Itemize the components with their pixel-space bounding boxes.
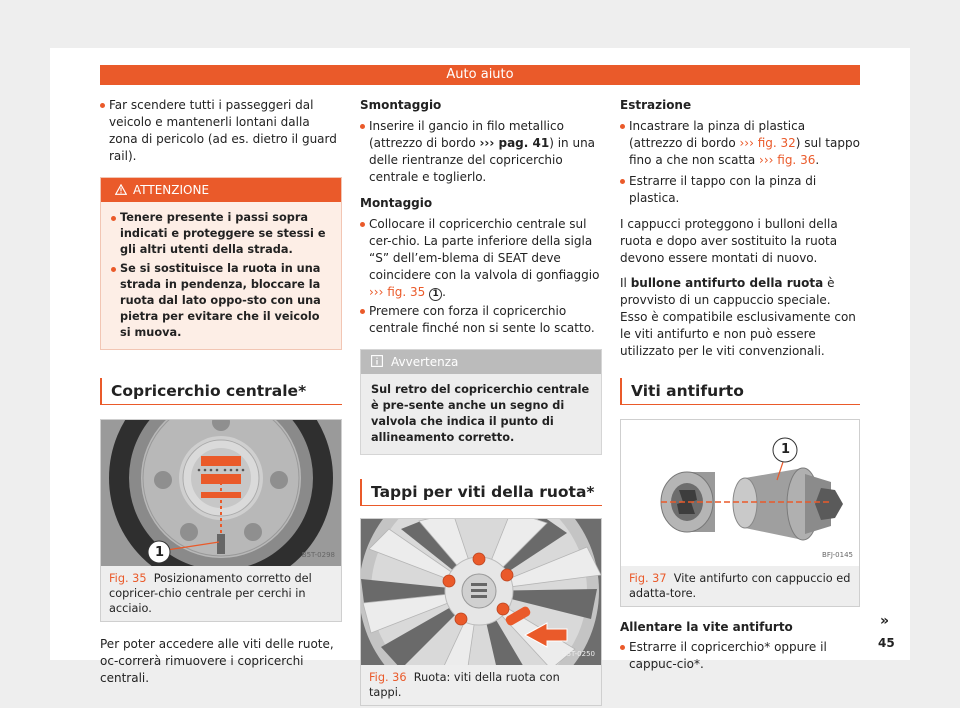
- estrazione-bullet-1: Incastrare la pinza di plastica (attrezzo di bordo ››› fig. 32) sul tappo fino a che non scatta ››› fig. 36.: [620, 118, 860, 169]
- figure-36-image: [361, 519, 601, 665]
- subheading-estrazione: Estrazione: [620, 98, 692, 112]
- smontaggio-bullet: [360, 118, 602, 186]
- estrazione-bullet-2: Estrarre il tappo con la pinza di plastica.: [620, 173, 860, 207]
- paragraph-bullone: [620, 275, 860, 360]
- figure-35-callout: 1: [155, 545, 165, 560]
- figure-37-caption: [621, 566, 859, 606]
- note-body: Sul retro del copricerchio centrale è pre-sente anche un segno di valvola che indica il punto di allineamento corretto.: [371, 383, 590, 444]
- montaggio-text: Collocare il copricerchio centrale sul cer-chio. La parte inferiore della sigla “S” dell’em-blema di SEAT deve coincidere con la valvola di gonfiaggio: [369, 217, 600, 282]
- fig-32-link[interactable]: ››› fig. 32: [739, 136, 796, 150]
- figure-35-image: [101, 420, 341, 566]
- subheading-smontaggio: Smontaggio: [360, 98, 442, 112]
- steel-wheel-illustration: [101, 420, 341, 566]
- chapter-header: [100, 65, 860, 85]
- warning-item: Tenere presente i passi sopra indicati e proteggere se stessi e gli altri utenti della strada.: [111, 210, 331, 258]
- fig-36-link[interactable]: ››› fig. 36: [759, 153, 816, 167]
- section-title-tappi: Tappi per viti della ruota*: [360, 479, 602, 506]
- section-title-copricerchio: Copricerchio centrale*: [100, 378, 342, 405]
- info-icon: [371, 355, 383, 367]
- warning-header: [101, 178, 341, 202]
- figure-36-caption: [361, 665, 601, 705]
- note-header: [361, 350, 601, 374]
- warning-box: [100, 177, 342, 350]
- bullone-text-pre: Il: [620, 276, 631, 290]
- column-1: [100, 97, 342, 687]
- chapter-title: Auto aiuto: [446, 67, 514, 82]
- figure-36-code: B5T-0250: [561, 650, 595, 658]
- page-number: 45: [878, 636, 895, 650]
- warning-item: Se si sostituisce la ruota in una strada in pendenza, bloccare la ruota dal lato oppo-sto con una pietra per evitare che il veicolo si muova.: [111, 261, 331, 341]
- figure-36-number: Fig. 36: [369, 671, 407, 684]
- warning-title: ATTENZIONE: [133, 183, 210, 197]
- bullone-text-post: è provvisto di un cappuccio speciale. Esso è compatibile esclusivamente con le viti antifurto e non può essere utilizzato per le viti convenzionali.: [620, 276, 856, 358]
- bullone-bold-term: bullone antifurto della ruota: [630, 276, 824, 290]
- subheading-allentare: Allentare la vite antifurto: [620, 620, 793, 634]
- montaggio-bullet-1: Collocare il copricerchio centrale sul cer-chio. La parte inferiore della sigla “S” dell’em-blema di SEAT deve coincidere con la valvola di gonfiaggio ››› fig. 35 1 .: [360, 216, 602, 301]
- note-title: Avvertenza: [391, 355, 459, 369]
- paragraph-cappucci: I cappucci proteggono i bulloni della ruota e dopo aver sostituito la ruota devono essere montati di nuovo.: [620, 217, 838, 265]
- figure-35-code: B5T-0298: [301, 551, 335, 559]
- continue-marker: »: [880, 613, 890, 629]
- subheading-montaggio: Montaggio: [360, 196, 433, 210]
- estrazione-text: Incastrare la pinza di plastica (attrezzo di bordo: [629, 119, 806, 150]
- warning-body: [101, 202, 341, 349]
- figure-37-number: Fig. 37: [629, 572, 667, 585]
- callout-badge: 1: [429, 288, 442, 301]
- smontaggio-text-end: ) in una delle rientranze del copricerchio centrale e toglierlo.: [369, 136, 596, 184]
- alloy-wheel-illustration: [361, 519, 601, 665]
- column-3: [620, 97, 860, 673]
- page-41-link[interactable]: ››› pag. 41: [479, 136, 550, 150]
- montaggio-bullet-2: Premere con forza il copricerchio centrale finché non si sente lo scatto.: [360, 303, 602, 337]
- allentare-bullet: Estrarre il copricerchio* oppure il cappuc-cio*.: [620, 639, 860, 673]
- figure-35-caption: [101, 566, 341, 621]
- fig-35-link[interactable]: ››› fig. 35: [369, 285, 426, 299]
- figure-36-caption-text: Ruota: viti della ruota con tappi.: [369, 671, 560, 699]
- figure-37-code: BFJ-0145: [822, 551, 853, 559]
- body-text-copricerchio: Per poter accedere alle viti delle ruote, oc-correrà rimuovere i copricerchi centrali.: [100, 637, 334, 685]
- column-2: [360, 97, 602, 706]
- figure-35-caption-text: Posizionamento corretto del copricer-chio centrale per cerchi in acciaio.: [109, 572, 312, 615]
- figure-37-image: [621, 420, 859, 566]
- intro-bullet: Far scendere tutti i passeggeri dal veicolo e mantenerli lontani dalla zona di pericolo (ad es. dietro il guard rail).: [100, 97, 342, 165]
- figure-36: [360, 518, 602, 706]
- anti-theft-bolt-illustration: [621, 420, 859, 566]
- figure-37-callout: 1: [781, 442, 791, 457]
- estrazione-text-mid: ) sul tappo fino a che non scatta: [629, 136, 860, 167]
- figure-35-number: Fig. 35: [109, 572, 147, 585]
- figure-37-caption-text: Vite antifurto con cappuccio ed adatta-tore.: [629, 572, 851, 600]
- smontaggio-text: Inserire il gancio in filo metallico (attrezzo di bordo: [369, 119, 564, 150]
- section-title-viti: Viti antifurto: [620, 378, 860, 405]
- figure-37: [620, 419, 860, 607]
- note-box: [360, 349, 602, 455]
- warning-triangle-icon: [115, 184, 127, 195]
- figure-35: [100, 419, 342, 622]
